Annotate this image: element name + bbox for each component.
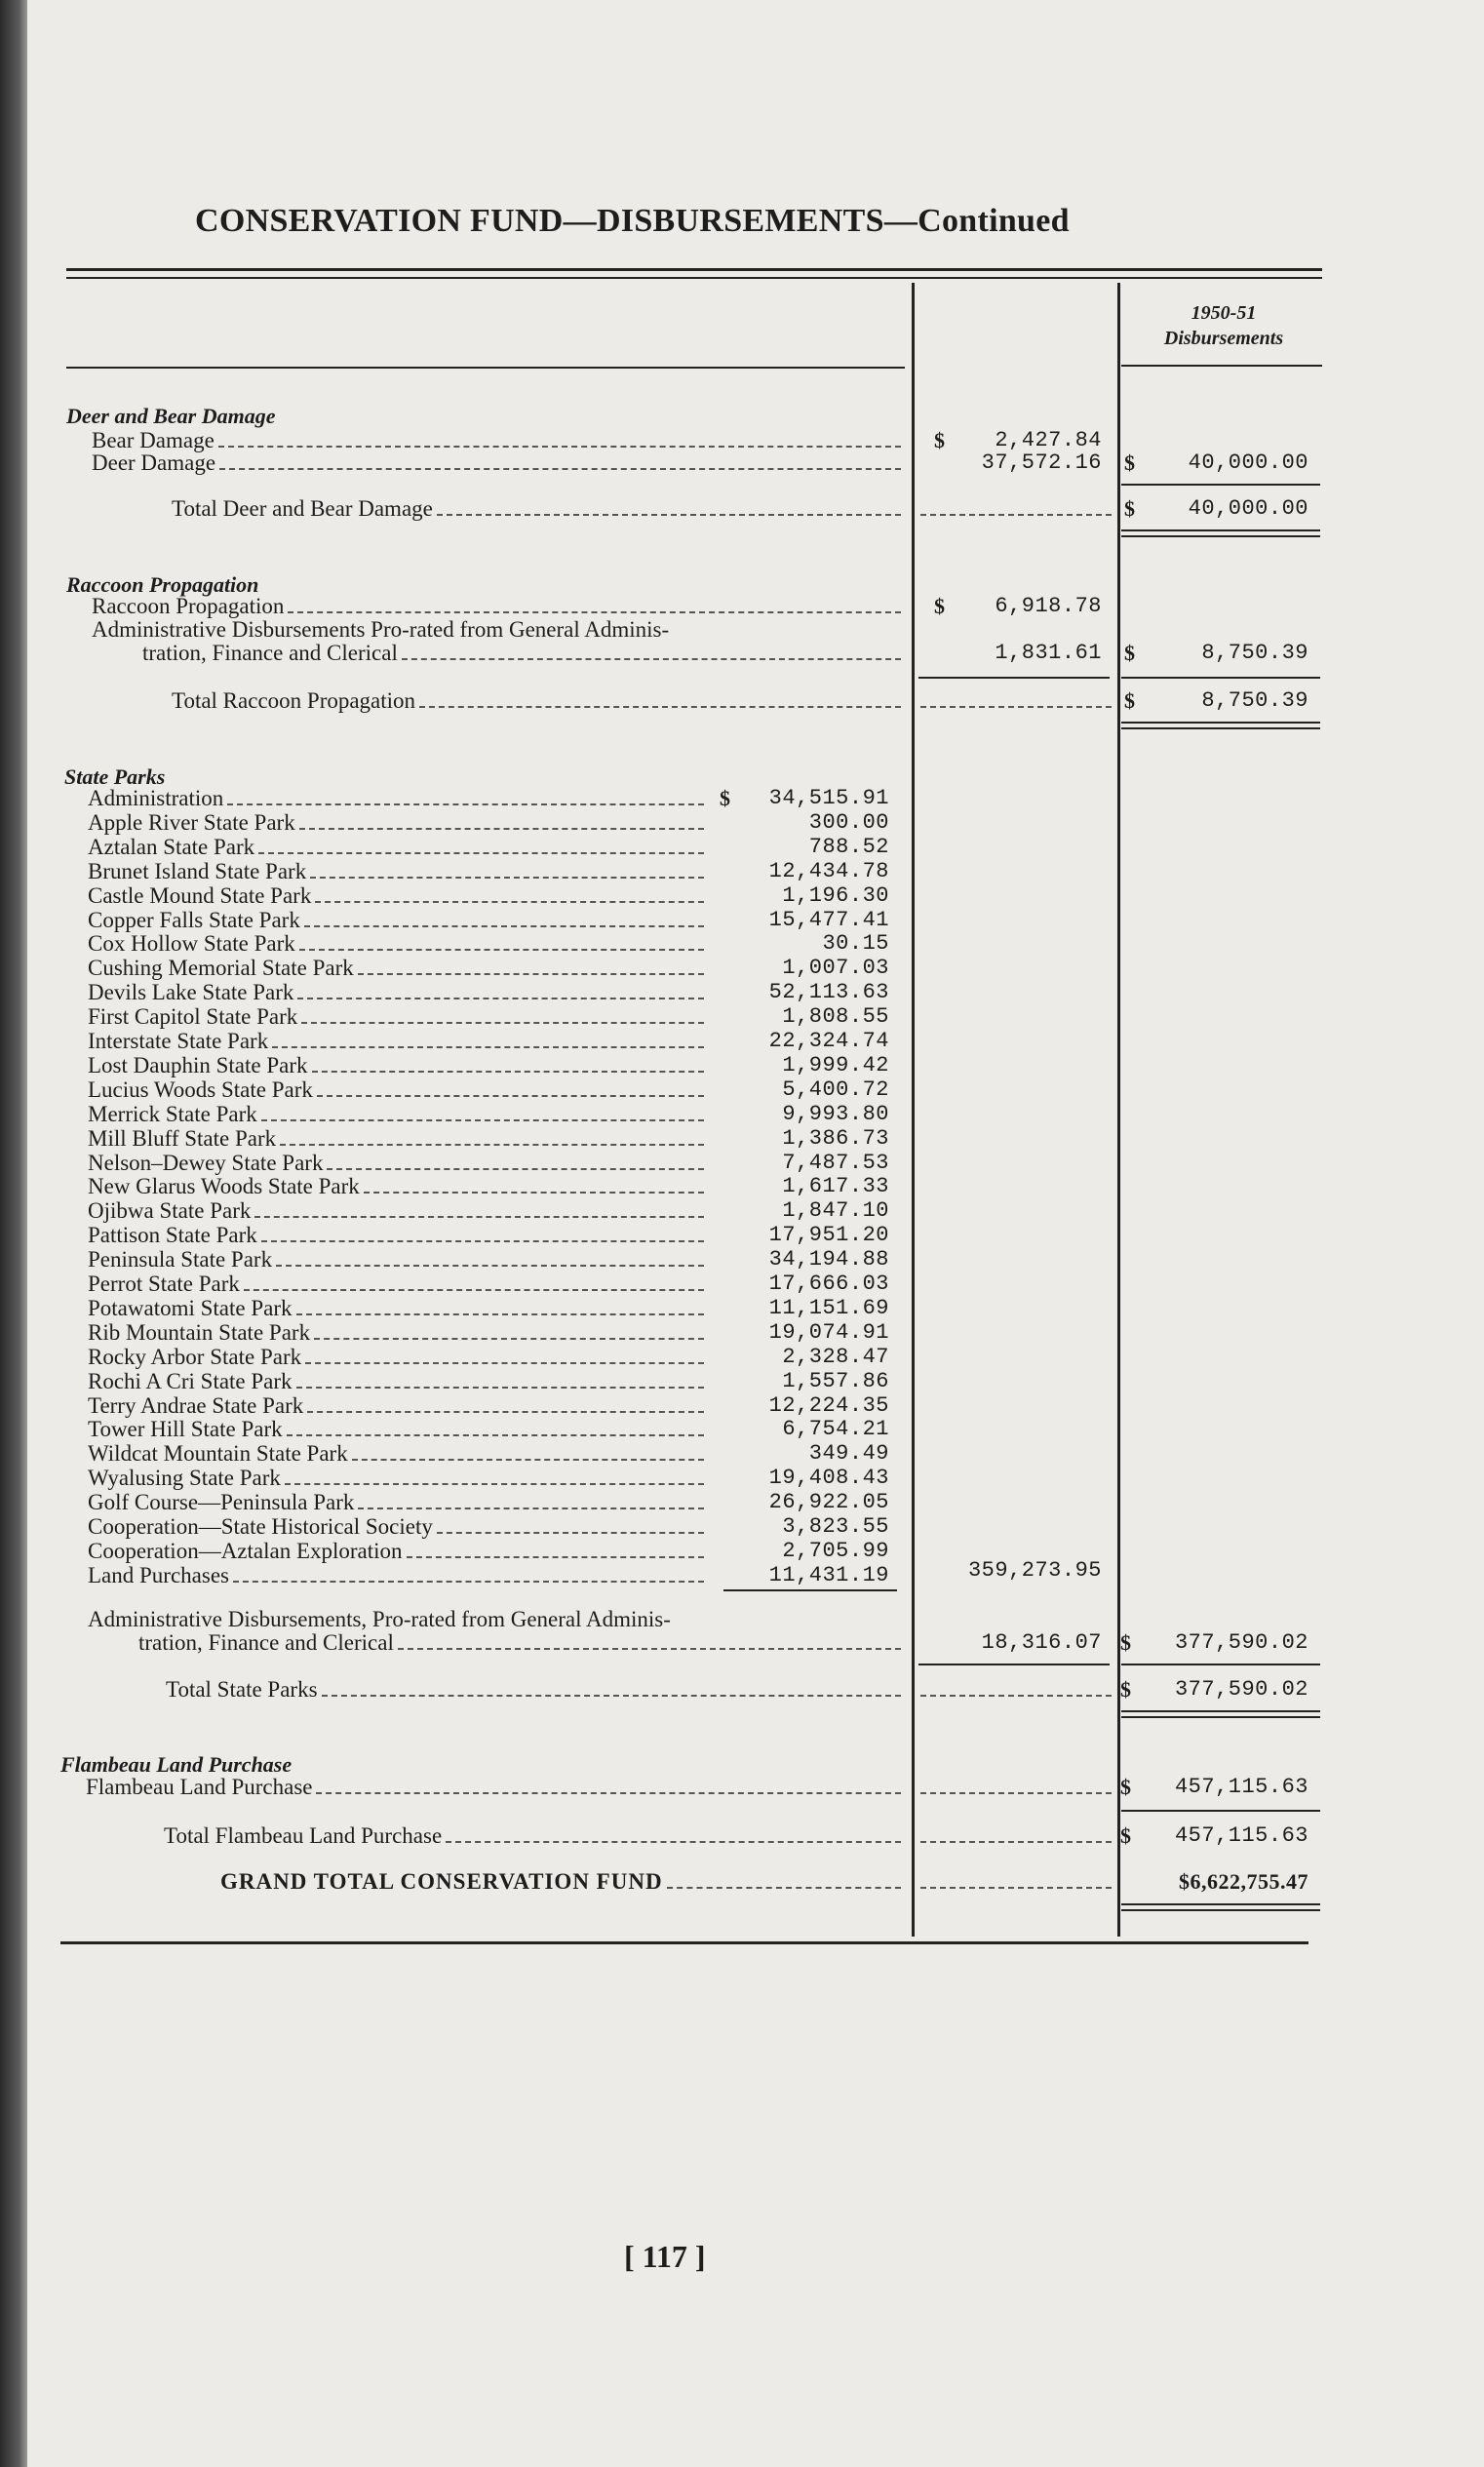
row-total-value: 377,590.02 <box>1174 1630 1308 1655</box>
dollar-sign: $ <box>934 428 945 452</box>
row-label: Wildcat Mountain State Park <box>88 1441 348 1466</box>
section-heading-parks: State Parks <box>64 764 166 789</box>
double-rule-second <box>1121 727 1320 729</box>
row-value: 1,196.30 <box>782 883 889 908</box>
row-raccoon-admin <box>0 617 1484 643</box>
row-value: 788.52 <box>808 835 889 859</box>
list-item <box>0 1029 1484 1054</box>
row-value: 6,918.78 <box>995 594 1102 618</box>
empty-dash <box>920 1887 1112 1889</box>
row-value: 11,151.69 <box>768 1296 889 1320</box>
list-item <box>0 908 1484 933</box>
bottom-rule <box>60 1941 1308 1944</box>
row-label: Tower Hill State Park <box>88 1417 283 1441</box>
row-flambeau-purchase <box>0 1775 1484 1800</box>
row-value: 1,557.86 <box>782 1369 889 1393</box>
list-item <box>0 1223 1484 1248</box>
list-item <box>0 931 1484 957</box>
row-label: Cushing Memorial State Park <box>88 956 354 980</box>
row-total-value: 377,590.02 <box>1174 1677 1308 1702</box>
row-value: 2,427.84 <box>995 428 1102 452</box>
sum-rule <box>918 1664 1110 1665</box>
list-item <box>0 956 1484 981</box>
row-value: 1,007.03 <box>782 956 889 980</box>
list-item <box>0 1004 1484 1030</box>
grand-total-value: $6,622,755.47 <box>1179 1869 1308 1894</box>
dollar-sign: $ <box>720 786 730 810</box>
list-item <box>0 1296 1484 1321</box>
row-value: 300.00 <box>808 810 889 835</box>
row-label: Total Deer and Bear Damage <box>172 496 433 521</box>
grand-total-label: GRAND TOTAL CONSERVATION FUND <box>220 1869 663 1894</box>
dollar-sign: $ <box>1120 1823 1131 1848</box>
empty-dash <box>920 1695 1112 1697</box>
row-value: 17,666.03 <box>768 1272 889 1296</box>
header-rule-left <box>66 367 905 369</box>
row-label: Copper Falls State Park <box>88 908 300 932</box>
row-value: 37,572.16 <box>981 450 1102 475</box>
row-label: Lost Dauphin State Park <box>88 1053 308 1077</box>
empty-dash <box>920 1792 1112 1794</box>
header-rule-right <box>1121 365 1322 367</box>
list-item <box>0 786 1484 811</box>
sum-rule <box>1121 484 1320 486</box>
row-raccoon-propagation <box>0 594 1484 619</box>
row-value: 30.15 <box>822 931 889 956</box>
row-value: 12,224.35 <box>768 1393 889 1418</box>
row-value: 1,386.73 <box>782 1126 889 1151</box>
dollar-sign: $ <box>934 594 945 618</box>
sum-rule <box>723 1589 897 1591</box>
row-label: Aztalan State Park <box>88 835 255 859</box>
column-header-year: 1950-51 <box>1191 302 1257 324</box>
row-value: 52,113.63 <box>768 980 889 1004</box>
list-item <box>0 1441 1484 1467</box>
row-label: Terry Andrae State Park <box>88 1393 304 1418</box>
list-item <box>0 1417 1484 1442</box>
row-value: 26,922.05 <box>768 1490 889 1514</box>
row-value: 2,705.99 <box>782 1539 889 1563</box>
double-rule <box>1121 1903 1320 1905</box>
double-rule-second <box>1121 1909 1320 1911</box>
dollar-sign: $ <box>1120 1630 1131 1655</box>
row-value: 6,754.21 <box>782 1417 889 1441</box>
dollar-sign: $ <box>1124 450 1135 475</box>
row-total-value: 457,115.63 <box>1174 1823 1308 1848</box>
list-item <box>0 859 1484 884</box>
row-label: Lucius Woods State Park <box>88 1077 313 1102</box>
empty-dash <box>920 514 1112 516</box>
row-total-deer <box>0 496 1484 522</box>
row-value: 19,408.43 <box>768 1466 889 1490</box>
section-heading-raccoon: Raccoon Propagation <box>66 572 259 597</box>
row-label: Deer Damage <box>92 450 216 475</box>
row-raccoon-admin-cont <box>0 641 1484 666</box>
row-parks-admin <box>0 1607 1484 1632</box>
double-rule <box>1121 722 1320 724</box>
row-label: Cooperation—State Historical Society <box>88 1514 433 1539</box>
section-heading-deer: Deer and Bear Damage <box>66 404 276 428</box>
row-value: 18,316.07 <box>981 1630 1102 1655</box>
row-label: Raccoon Propagation <box>92 594 285 618</box>
row-total-value: 40,000.00 <box>1188 450 1308 475</box>
list-item <box>0 810 1484 836</box>
list-item <box>0 980 1484 1005</box>
top-rule <box>66 268 1322 271</box>
row-label: tration, Finance and Clerical <box>142 641 398 665</box>
row-value: 22,324.74 <box>768 1029 889 1053</box>
dollar-sign: $ <box>1124 641 1135 665</box>
column-header <box>1131 300 1316 351</box>
row-label: Ojibwa State Park <box>88 1198 252 1223</box>
row-grand-total <box>0 1869 1484 1895</box>
row-value: 1,617.33 <box>782 1174 889 1198</box>
sum-rule <box>1121 1810 1320 1812</box>
row-total-parks <box>0 1677 1484 1703</box>
list-item <box>0 1466 1484 1491</box>
sum-rule <box>1121 1664 1320 1665</box>
list-item <box>0 1345 1484 1370</box>
row-value: 2,328.47 <box>782 1345 889 1369</box>
row-label: Perrot State Park <box>88 1272 240 1296</box>
list-item <box>0 1563 1484 1588</box>
row-label: Potawatomi State Park <box>88 1296 293 1320</box>
list-item <box>0 1272 1484 1297</box>
row-label: Bear Damage <box>92 428 215 452</box>
row-value: 9,993.80 <box>782 1102 889 1126</box>
double-rule-second <box>1121 1716 1320 1718</box>
list-item <box>0 1320 1484 1346</box>
row-label: tration, Finance and Clerical <box>138 1630 394 1655</box>
row-label: First Capitol State Park <box>88 1004 298 1029</box>
row-label: New Glarus Woods State Park <box>88 1174 360 1198</box>
list-item <box>0 1393 1484 1419</box>
list-item <box>0 1102 1484 1127</box>
dollar-sign: $ <box>1120 1775 1131 1799</box>
list-item <box>0 1514 1484 1540</box>
row-label: Pattison State Park <box>88 1223 257 1247</box>
row-value: 1,999.42 <box>782 1053 889 1077</box>
row-label: Flambeau Land Purchase <box>86 1775 313 1799</box>
row-value: 1,847.10 <box>782 1198 889 1223</box>
row-label: Rib Mountain State Park <box>88 1320 311 1345</box>
row-total-value: 40,000.00 <box>1188 496 1308 521</box>
row-value: 349.49 <box>808 1441 889 1466</box>
row-value: 34,194.88 <box>768 1247 889 1272</box>
list-item <box>0 1490 1484 1515</box>
double-rule <box>1121 529 1320 531</box>
row-label: Rocky Arbor State Park <box>88 1345 302 1369</box>
row-label: Peninsula State Park <box>88 1247 273 1272</box>
row-label: Mill Bluff State Park <box>88 1126 277 1151</box>
row-value: 7,487.53 <box>782 1151 889 1175</box>
list-item <box>0 1539 1484 1564</box>
list-item <box>0 1174 1484 1199</box>
row-label: Interstate State Park <box>88 1029 269 1053</box>
row-label: Administration <box>88 786 224 810</box>
row-value: 17,951.20 <box>768 1223 889 1247</box>
row-label: Apple River State Park <box>88 810 295 835</box>
row-label: Castle Mound State Park <box>88 883 312 908</box>
row-value: 5,400.72 <box>782 1077 889 1102</box>
row-total-value: 8,750.39 <box>1201 688 1308 713</box>
row-label: Brunet Island State Park <box>88 859 307 883</box>
page-title: CONSERVATION FUND—DISBURSEMENTS—Continued <box>195 203 1070 239</box>
row-label: Administrative Disbursements, Pro-rated from General Adminis- <box>88 1607 671 1631</box>
row-label: Total Raccoon Propagation <box>172 688 416 713</box>
row-total-flambeau <box>0 1823 1484 1849</box>
row-total-raccoon <box>0 688 1484 714</box>
list-item <box>0 1151 1484 1176</box>
empty-dash <box>920 1841 1112 1843</box>
row-value: 19,074.91 <box>768 1320 889 1345</box>
row-total-value: 8,750.39 <box>1201 641 1308 665</box>
row-label: Merrick State Park <box>88 1102 257 1126</box>
row-parks-admin-cont <box>0 1630 1484 1656</box>
row-value: 1,831.61 <box>995 641 1102 665</box>
row-total-value: 457,115.63 <box>1174 1775 1308 1799</box>
column-header-label: Disbursements <box>1163 328 1284 349</box>
double-rule <box>1121 1710 1320 1712</box>
row-label: Wyalusing State Park <box>88 1466 281 1490</box>
list-item <box>0 1247 1484 1273</box>
row-label: Nelson–Dewey State Park <box>88 1151 324 1175</box>
row-label: Cooperation—Aztalan Exploration <box>88 1539 403 1563</box>
row-label: Land Purchases <box>88 1563 229 1587</box>
row-label: Total State Parks <box>166 1677 318 1702</box>
row-value: 34,515.91 <box>768 786 889 810</box>
list-item <box>0 1077 1484 1103</box>
row-value: 12,434.78 <box>768 859 889 883</box>
row-deer-damage <box>0 450 1484 476</box>
dollar-sign: $ <box>1120 1677 1131 1702</box>
double-rule-second <box>1121 535 1320 537</box>
row-label: Rochi A Cri State Park <box>88 1369 293 1393</box>
row-label: Administrative Disbursements Pro-rated from General Adminis- <box>92 617 670 642</box>
dollar-sign: $ <box>1124 688 1135 713</box>
list-item <box>0 1053 1484 1078</box>
row-label: Devils Lake State Park <box>88 980 294 1004</box>
list-item <box>0 1369 1484 1394</box>
row-value: 11,431.19 <box>768 1563 889 1587</box>
row-value: 3,823.55 <box>782 1514 889 1539</box>
sum-rule <box>1121 677 1320 679</box>
row-value: 1,808.55 <box>782 1004 889 1029</box>
row-value: 15,477.41 <box>768 908 889 932</box>
list-item <box>0 1126 1484 1152</box>
row-label: Golf Course—Peninsula Park <box>88 1490 355 1514</box>
sum-rule <box>918 677 1110 679</box>
list-item <box>0 835 1484 860</box>
row-label: Total Flambeau Land Purchase <box>164 1823 443 1848</box>
page-number: [ 117 ] <box>624 2239 706 2274</box>
section-heading-flambeau: Flambeau Land Purchase <box>60 1752 293 1777</box>
dollar-sign: $ <box>1124 496 1135 521</box>
parks-subtotal-value: 359,273.95 <box>967 1558 1102 1583</box>
empty-dash <box>920 706 1112 708</box>
list-item <box>0 883 1484 909</box>
row-label: Cox Hollow State Park <box>88 931 295 956</box>
list-item <box>0 1198 1484 1224</box>
top-rule-second <box>66 277 1322 279</box>
